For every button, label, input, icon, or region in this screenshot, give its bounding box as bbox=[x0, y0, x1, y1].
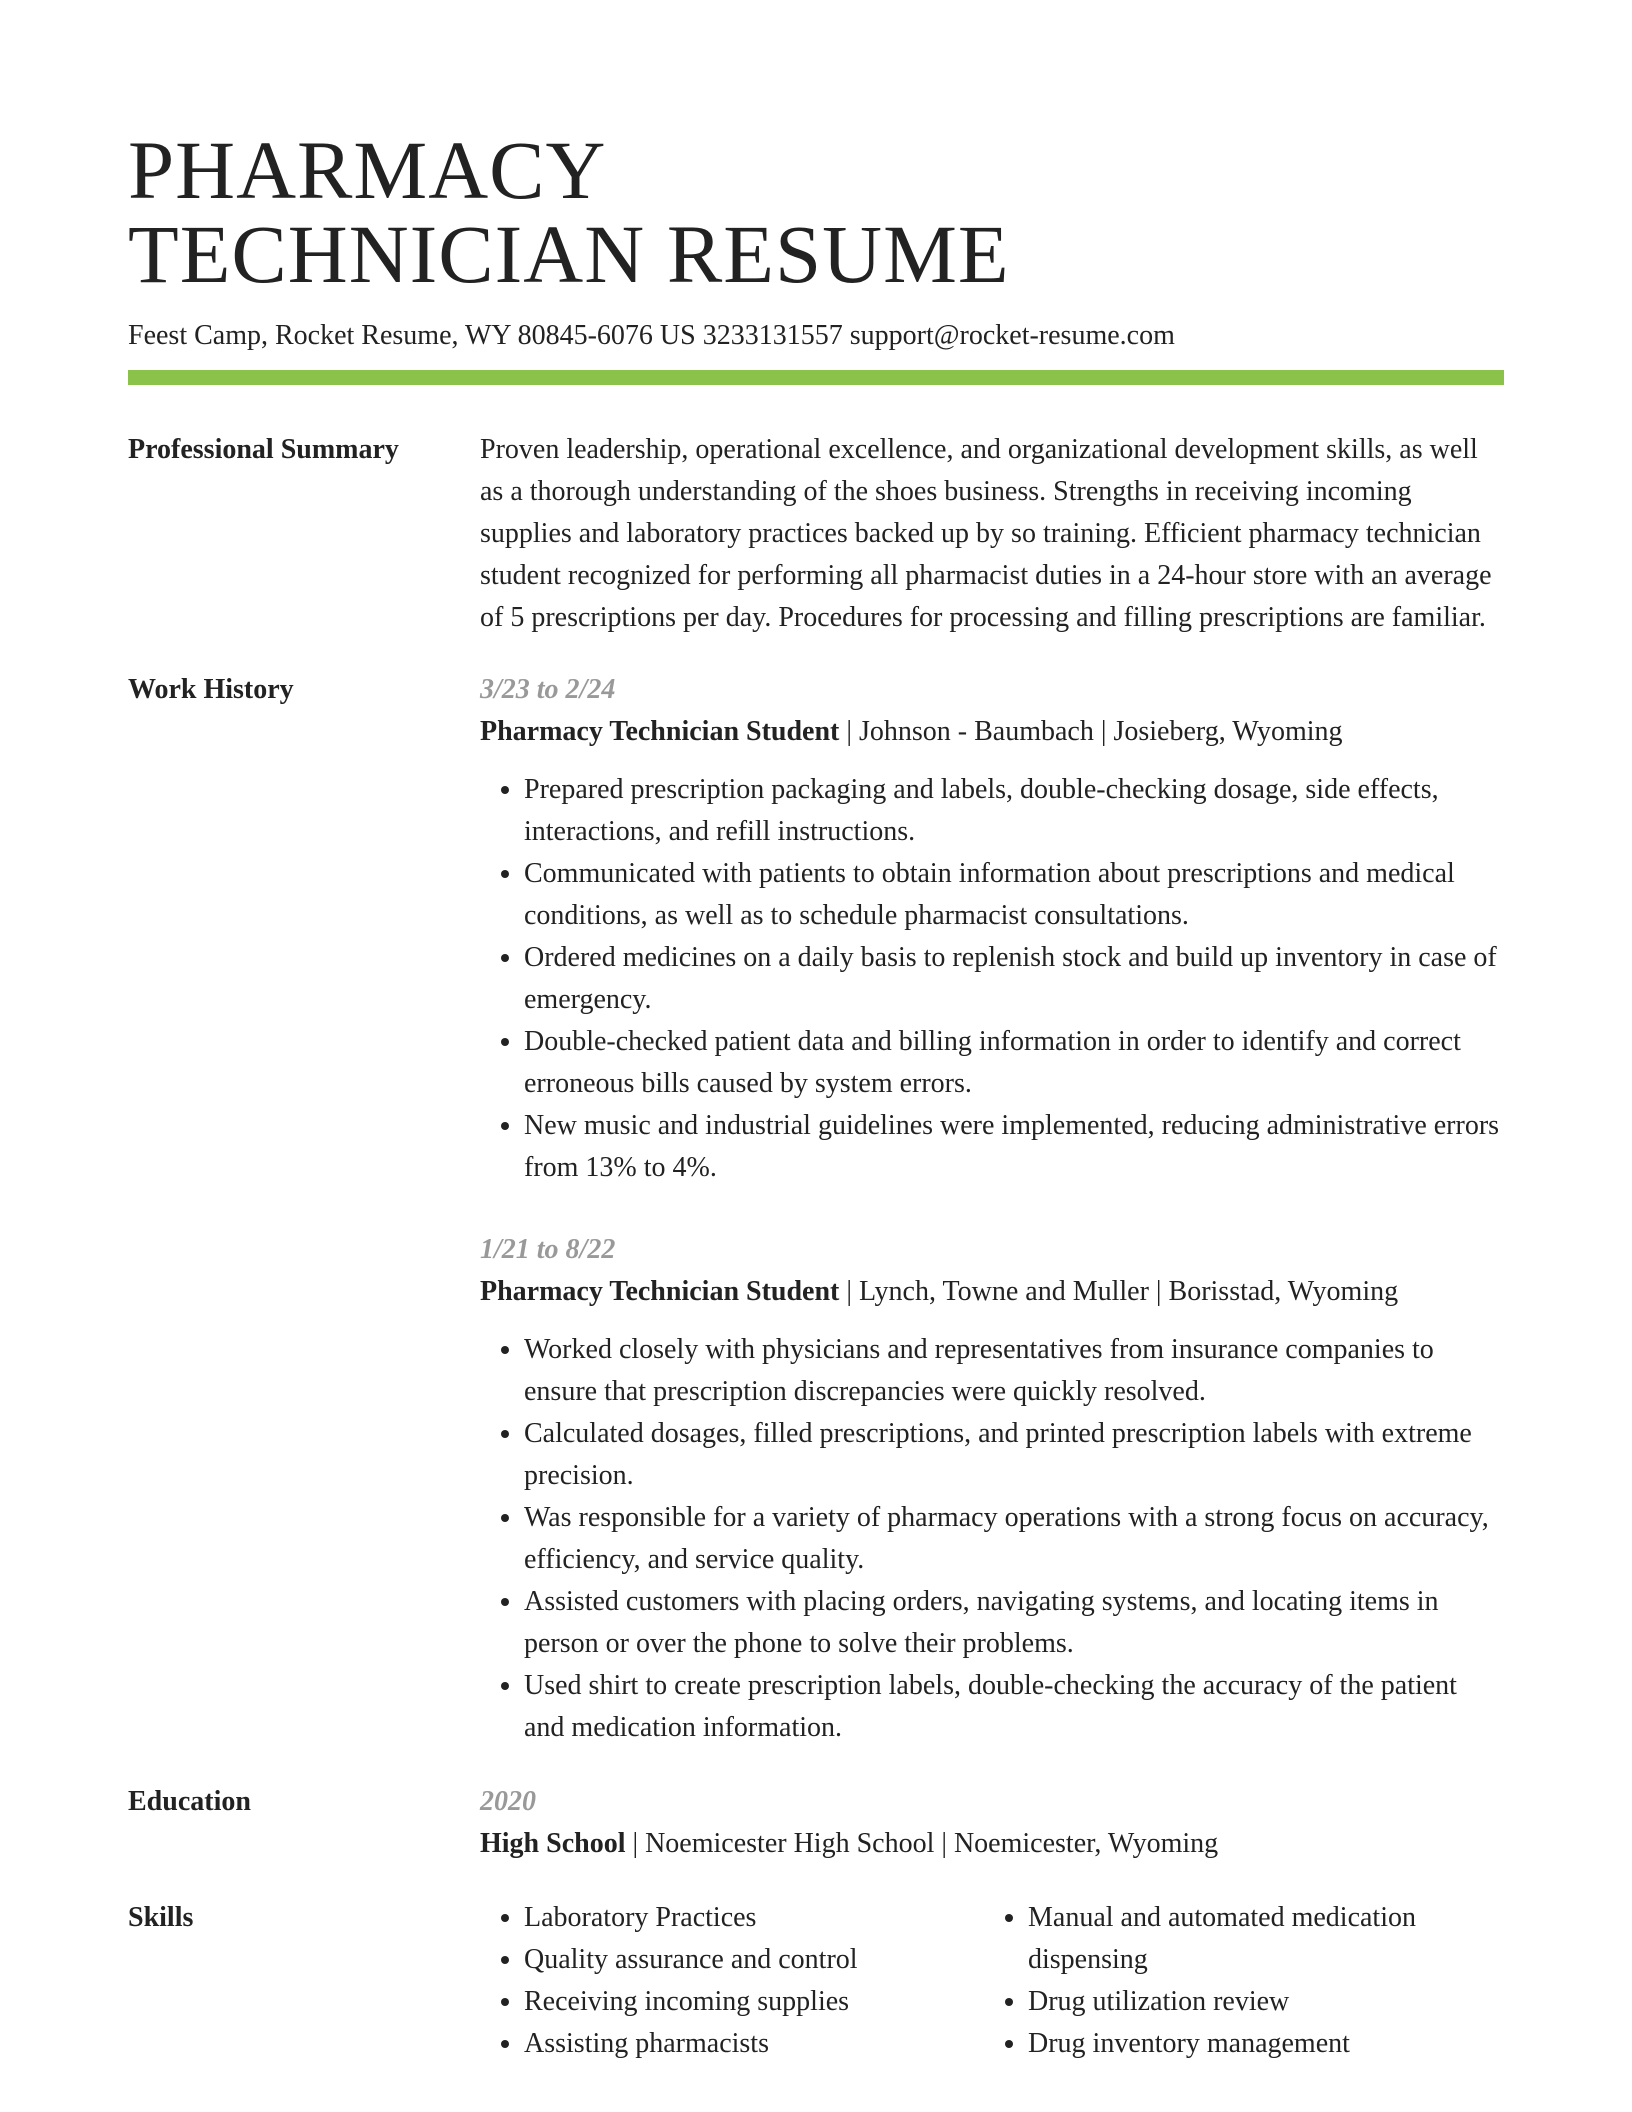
title-line-1: PHARMACY bbox=[128, 124, 607, 216]
skill-item: • Assisting pharmacists bbox=[524, 2023, 984, 2065]
job-dates: 1/21 to 8/22 bbox=[480, 1234, 616, 1265]
skills-list-left bbox=[480, 1897, 984, 2065]
job-title-line bbox=[480, 1271, 1504, 1313]
job-role: Pharmacy Technician Student bbox=[480, 716, 840, 747]
job-employer-location: | Johnson - Baumbach | Josieberg, Wyoming bbox=[839, 716, 1343, 747]
skill-item: • Manual and automated medication dispensing bbox=[1028, 1897, 1504, 1981]
skills-list-right bbox=[984, 1897, 1504, 2065]
job-bullets bbox=[480, 769, 1504, 1189]
job-role: Pharmacy Technician Student bbox=[480, 1276, 840, 1307]
job-dates: 3/23 to 2/24 bbox=[480, 674, 616, 705]
education-line bbox=[480, 1823, 1504, 1865]
education-school-location: | Noemicester High School | Noemicester, Wyoming bbox=[625, 1828, 1219, 1859]
education-section bbox=[128, 1781, 1504, 1865]
skill-item: • Quality assurance and control bbox=[524, 1939, 984, 1981]
skills-body bbox=[480, 1897, 1504, 2065]
skill-item: • Drug utilization review bbox=[1028, 1981, 1504, 2023]
job-entry bbox=[480, 669, 1504, 1189]
accent-divider bbox=[128, 370, 1504, 385]
resume-title bbox=[128, 124, 1504, 300]
skill-item: • Drug inventory management bbox=[1028, 2023, 1504, 2065]
job-bullet: • Prepared prescription packaging and labels, double-checking dosage, side effects, interactions, and refill instructions. bbox=[524, 769, 1504, 853]
work-history-section bbox=[128, 669, 1504, 1749]
summary-heading: Professional Summary bbox=[128, 434, 399, 465]
education-heading: Education bbox=[128, 1786, 251, 1817]
job-bullet: • Was responsible for a variety of pharmacy operations with a strong focus on accuracy, efficiency, and service quality. bbox=[524, 1497, 1504, 1581]
job-bullet: • Assisted customers with placing orders, navigating systems, and locating items in person or over the phone to solve their problems. bbox=[524, 1581, 1504, 1665]
job-bullet: • Ordered medicines on a daily basis to replenish stock and build up inventory in case of emergency. bbox=[524, 937, 1504, 1021]
job-employer-location: | Lynch, Towne and Muller | Borisstad, Wyoming bbox=[839, 1276, 1399, 1307]
work-history-body bbox=[480, 669, 1504, 1749]
skills-heading: Skills bbox=[128, 1902, 194, 1933]
title-line-2: TECHNICIAN RESUME bbox=[128, 208, 1010, 300]
skill-item: • Laboratory Practices bbox=[524, 1897, 984, 1939]
contact-line: Feest Camp, Rocket Resume, WY 80845-6076 US 3233131557 support@rocket-resume.com bbox=[128, 320, 1175, 351]
summary-text: Proven leadership, operational excellence, and organizational development skills, as well as a thorough understanding of the shoes business. Strengths in receiving incoming supplies and laboratory practices backed up by so training. Efficient pharmacy technician student recognized for performing all pharmacist duties in a 24-hour store with an average of 5 prescriptions per day. Procedures for processing and filling prescriptions are familiar. bbox=[480, 434, 1492, 633]
skill-item: • Receiving incoming supplies bbox=[524, 1981, 984, 2023]
education-body bbox=[480, 1781, 1504, 1865]
job-bullet: • Used shirt to create prescription labels, double-checking the accuracy of the patient and medication information. bbox=[524, 1665, 1504, 1749]
work-history-heading: Work History bbox=[128, 674, 294, 705]
job-title-line bbox=[480, 711, 1504, 753]
education-year: 2020 bbox=[480, 1786, 536, 1817]
resume-page bbox=[128, 0, 1504, 2065]
job-bullet: • New music and industrial guidelines were implemented, reducing administrative errors from 13% to 4%. bbox=[524, 1105, 1504, 1189]
job-bullet: • Communicated with patients to obtain information about prescriptions and medical conditions, as well as to schedule pharmacist consultations. bbox=[524, 853, 1504, 937]
skills-section bbox=[128, 1897, 1504, 2065]
education-degree: High School bbox=[480, 1828, 626, 1859]
summary-section bbox=[128, 429, 1504, 639]
job-entry bbox=[480, 1229, 1504, 1749]
job-bullet: • Double-checked patient data and billing information in order to identify and correct erroneous bills caused by system errors. bbox=[524, 1021, 1504, 1105]
job-bullet: • Calculated dosages, filled prescriptions, and printed prescription labels with extreme precision. bbox=[524, 1413, 1504, 1497]
skills-columns bbox=[480, 1897, 1504, 2065]
job-bullet: • Worked closely with physicians and representatives from insurance companies to ensure that prescription discrepancies were quickly resolved. bbox=[524, 1329, 1504, 1413]
job-bullets bbox=[480, 1329, 1504, 1749]
